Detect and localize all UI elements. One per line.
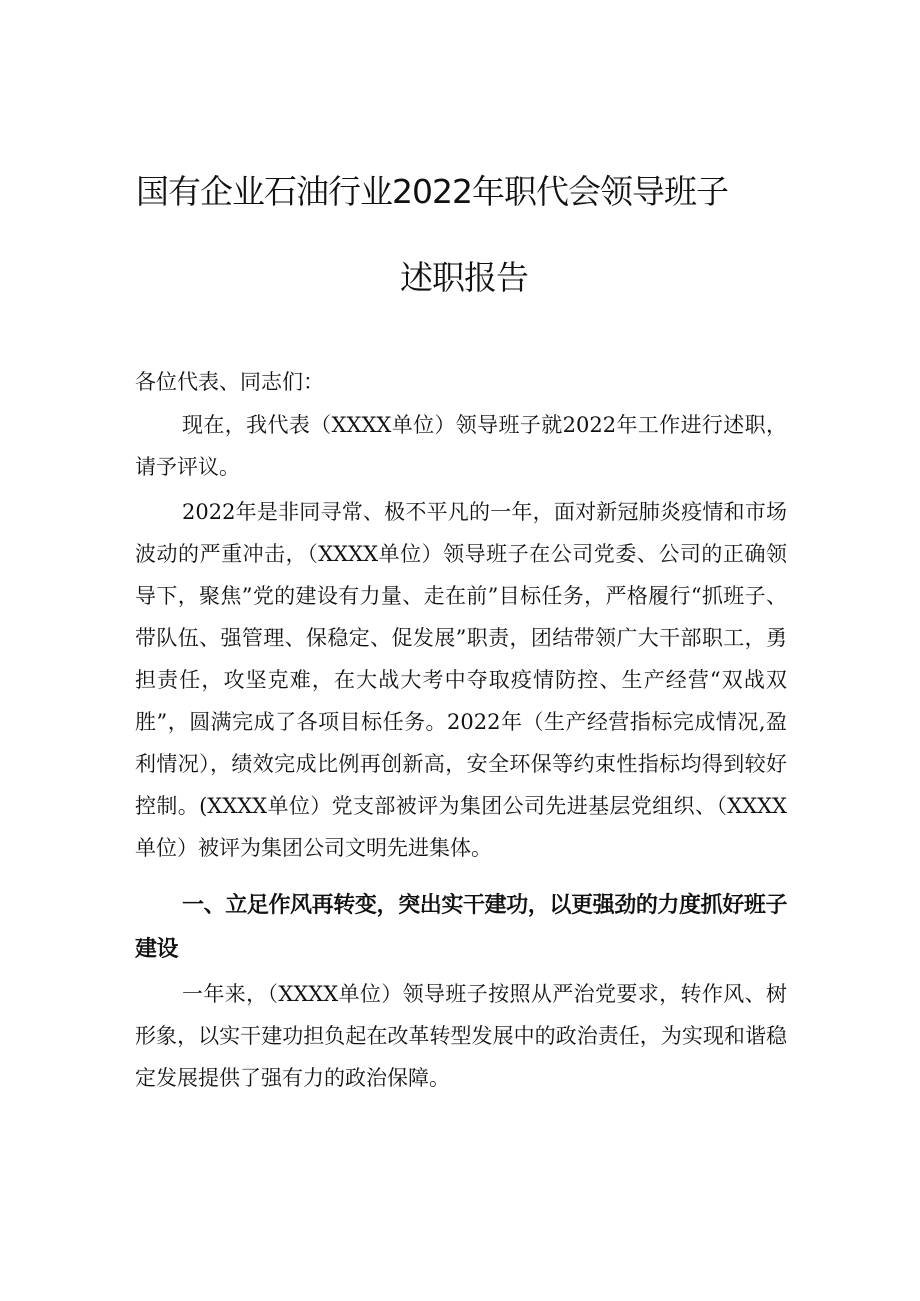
salutation: 各位代表、同志们： bbox=[135, 370, 324, 394]
paragraph-section-body: 一年来，（XXXX单位）领导班子按照从严治党要求，转作风、树形象，以实干建功担负起在改革转型发展中的政治责任，为实现和谐稳定发展提供了强有力的政治保障。 bbox=[135, 982, 787, 1090]
section-heading: 一、立足作风再转变，突出实干建功，以更强劲的力度抓好班子建设 bbox=[135, 893, 787, 962]
document-title-line-2: 述职报告 bbox=[400, 258, 528, 297]
paragraph-intro: 现在，我代表（XXXX单位）领导班子就2022年工作进行述职，请予评议。 bbox=[135, 413, 787, 479]
paragraph-summary: 2022年是非同寻常、极不平凡的一年，面对新冠肺炎疫情和市场波动的严重冲击，（XXXX单位）领导班子在公司党委、公司的正确领导下，聚焦”党的建设有力量、走在前”目标任务，严格履行“抓班子、带队伍、强管理、保稳定、促发展”职责，团结带领广大干部职工，勇担责任，攻坚克难，在大战大考中夺取疫情防控、生产经营“双战双胜”，圆满完成了各项目标任务。2022年（生产经营指标完成情况,盈利情况），绩效完成比例再创新高，安全环保等约束性指标均得到较好控制。(XXXX单位）党支部被评为集团公司先进基层党组织、（XXXX单位）被评为集团公司文明先进集体。 bbox=[135, 500, 787, 860]
document-title-line-1: 国有企业石油行业2022年职代会领导班子 bbox=[136, 172, 728, 211]
